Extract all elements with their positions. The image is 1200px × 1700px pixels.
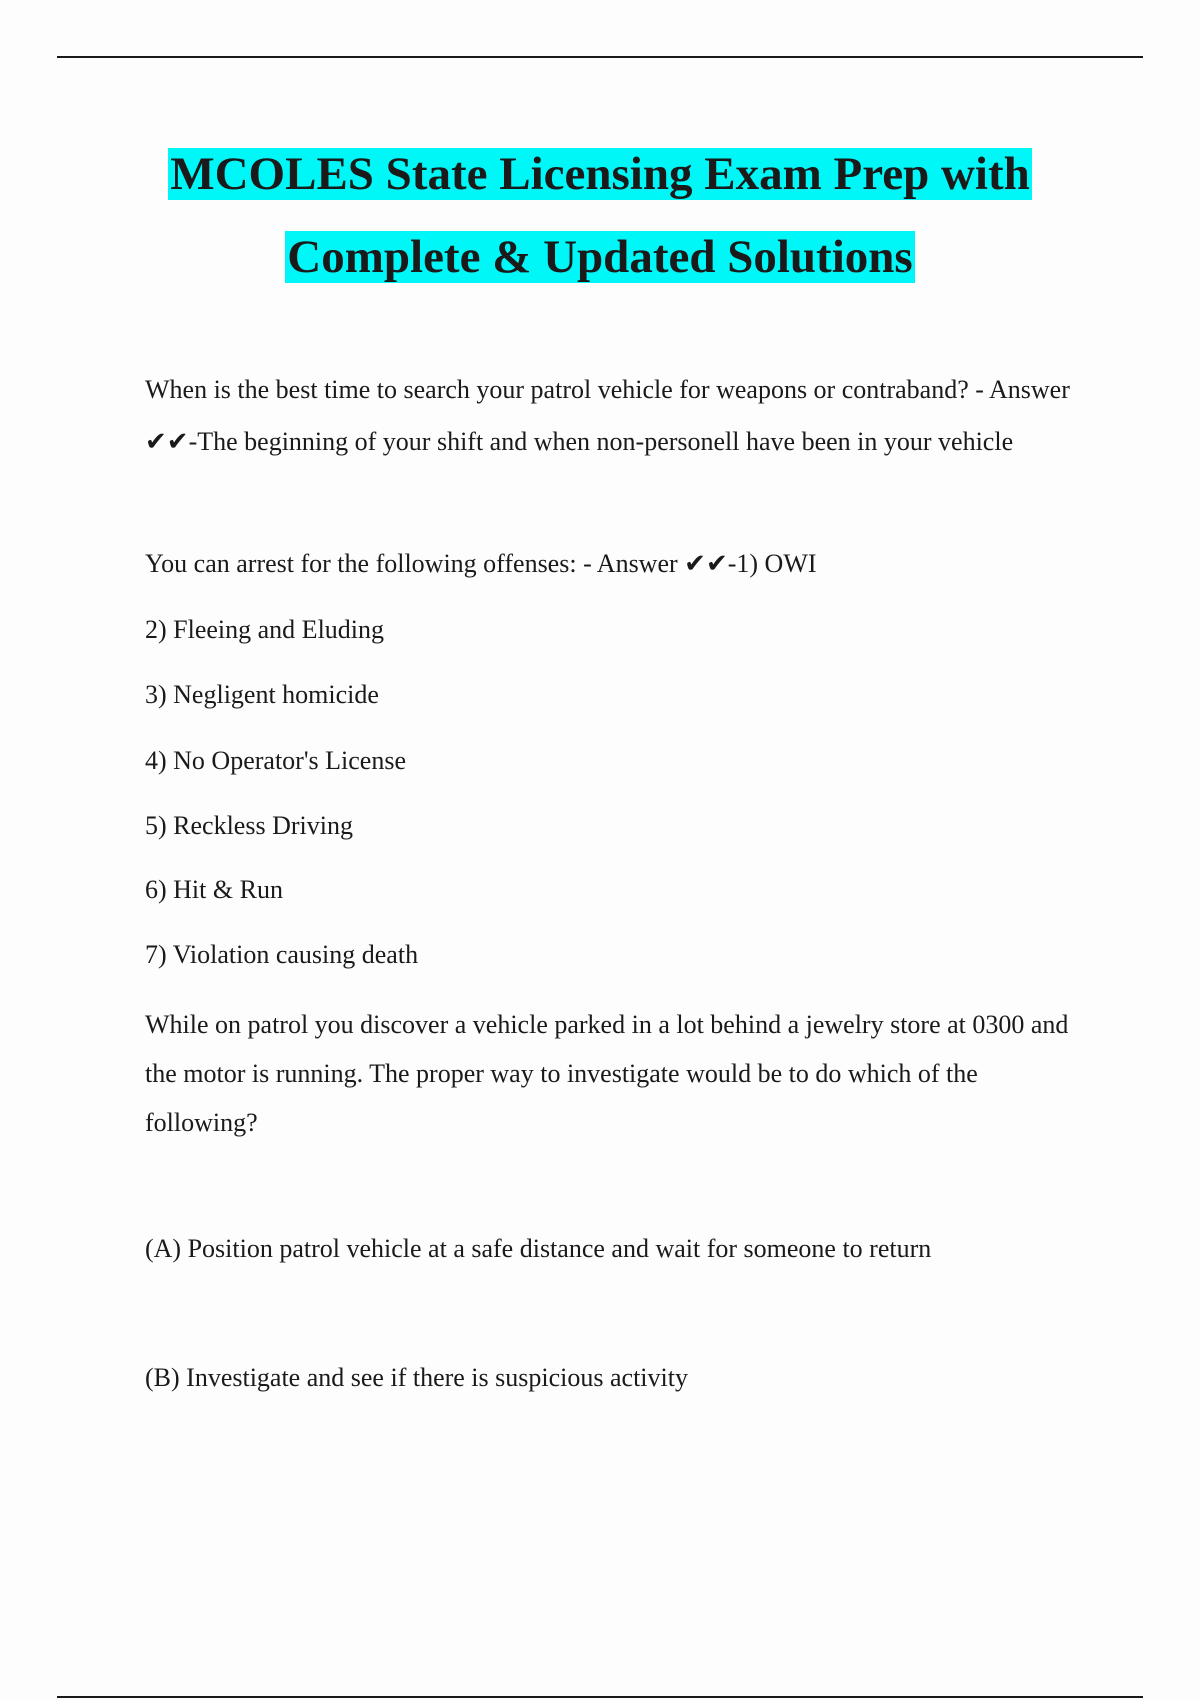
document-title-line-1: [0, 144, 1200, 204]
list-item: 7) Violation causing death: [145, 940, 419, 969]
question-2: You can arrest for the following offenses: - Answer ✔✔-1) OWI: [145, 549, 817, 578]
question-1: When is the best time to search your patrol vehicle for weapons or contraband? - Answer ✔✔-The beginning of your shift and when non-personell have been in your vehicle: [145, 375, 1070, 456]
list-item: 3) Negligent homicide: [145, 680, 379, 709]
list-item: 4) No Operator's License: [145, 746, 406, 775]
title-highlight-1: MCOLES State Licensing Exam Prep with: [170, 148, 1030, 200]
list-item: 2) Fleeing and Eluding: [145, 615, 385, 644]
document-title-line-2: [0, 227, 1200, 287]
top-rule: [57, 56, 1143, 58]
question-3: While on patrol you discover a vehicle parked in a lot behind a jewelry store at 0300 and the motor is running. The proper way to investigate would be to do which of the following?: [145, 1010, 1069, 1137]
option-a: (A) Position patrol vehicle at a safe distance and wait for someone to return: [145, 1234, 932, 1263]
bottom-rule: [57, 1696, 1143, 1698]
option-b: (B) Investigate and see if there is suspicious activity: [145, 1363, 688, 1392]
title-highlight-2: Complete & Updated Solutions: [287, 231, 913, 283]
list-item: 5) Reckless Driving: [145, 811, 353, 840]
list-item: 6) Hit & Run: [145, 875, 283, 904]
